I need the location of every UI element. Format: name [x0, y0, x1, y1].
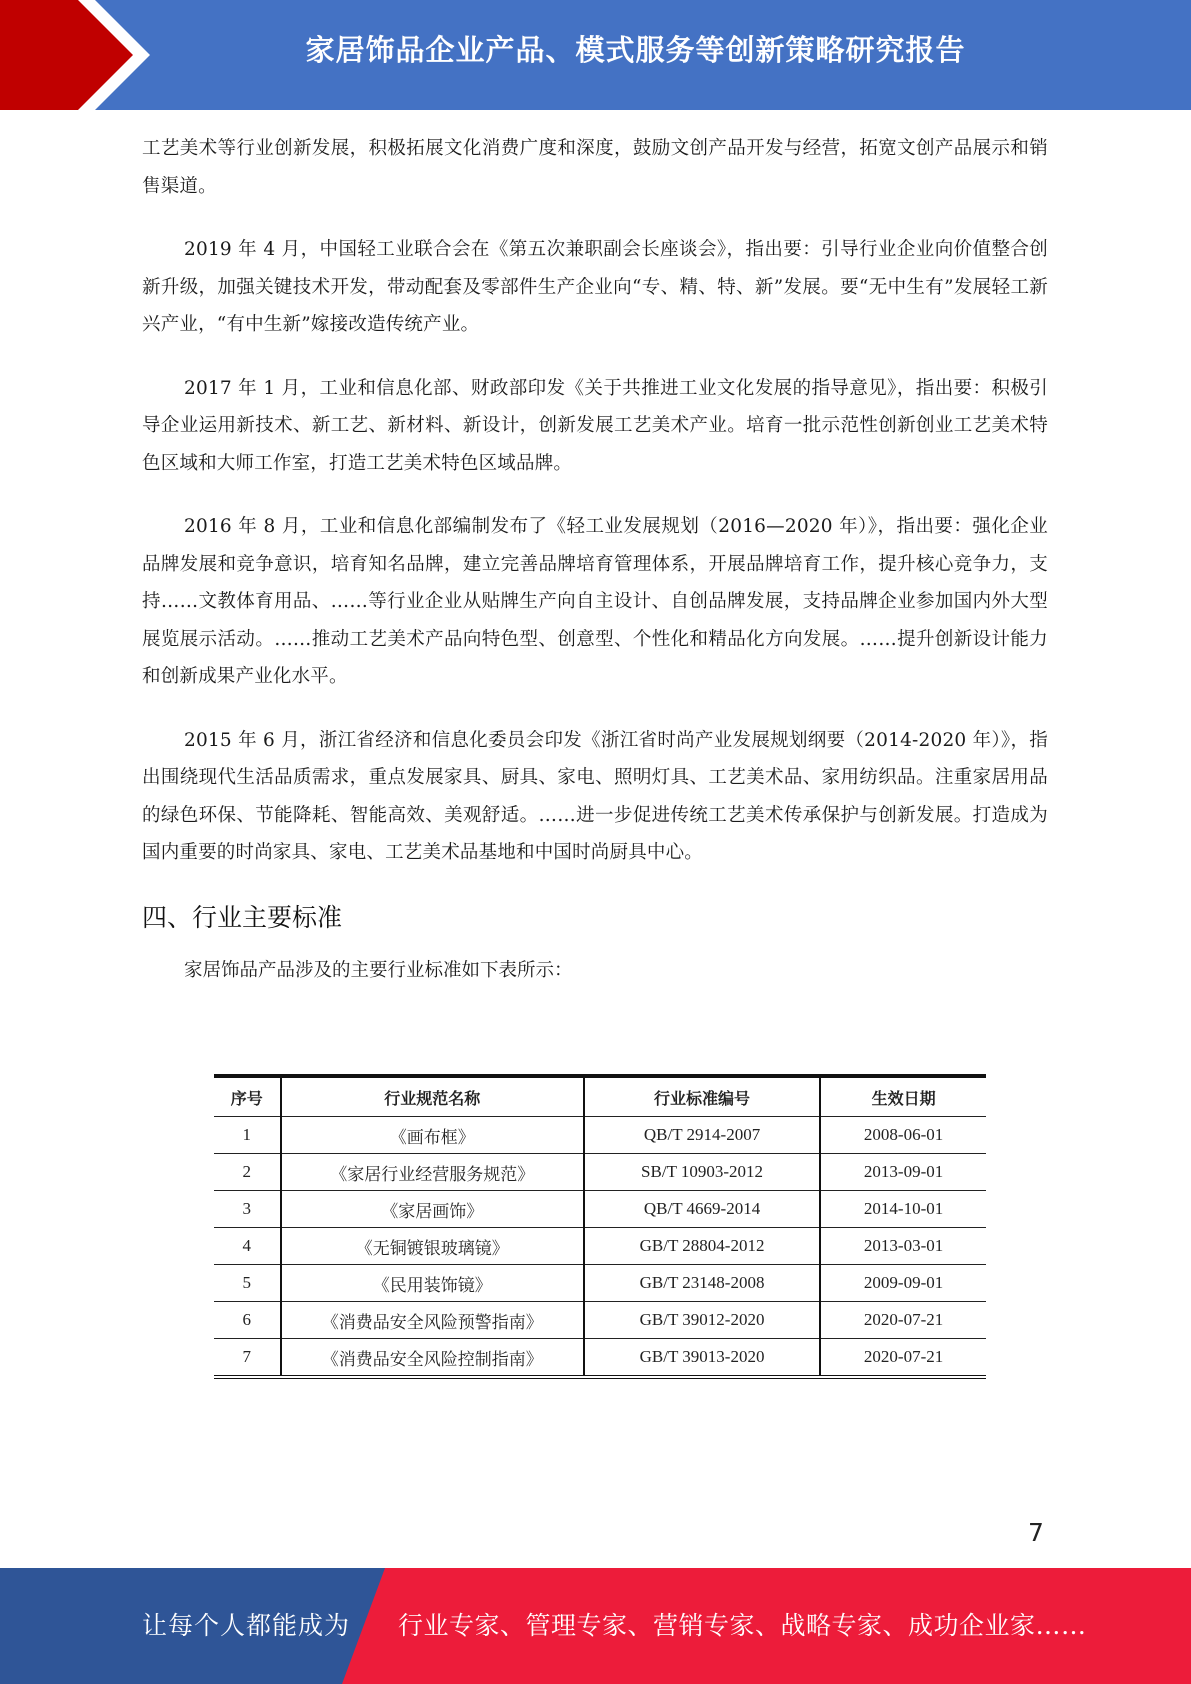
cell-code: QB/T 2914-2007 — [584, 1117, 820, 1154]
cell-number: 4 — [214, 1228, 281, 1265]
cell-date: 2014-10-01 — [820, 1191, 986, 1228]
cell-code: QB/T 4669-2014 — [584, 1191, 820, 1228]
cell-date: 2013-09-01 — [820, 1154, 986, 1191]
cell-number: 5 — [214, 1265, 281, 1302]
cell-number: 2 — [214, 1154, 281, 1191]
paragraph: 2017 年 1 月，工业和信息化部、财政部印发《关于共推进工业文化发展的指导意见》，指出要：积极引导企业运用新技术、新工艺、新材料、新设计，创新发展工艺美术产业。培育一批示范性创新创业工艺美术特色区域和大师工作室，打造工艺美术特色区域品牌。 — [142, 377, 1048, 474]
table-row — [214, 1339, 986, 1378]
header-arrow-icon — [0, 0, 170, 110]
table-intro: 家居饰品产品涉及的主要行业标准如下表所示： — [184, 959, 573, 981]
cell-date: 2013-03-01 — [820, 1228, 986, 1265]
table-row — [214, 1302, 986, 1339]
cell-date: 2020-07-21 — [820, 1339, 986, 1378]
header-title: 家居饰品企业产品、模式服务等创新策略研究报告 — [305, 33, 966, 67]
cell-name: 《画布框》 — [281, 1117, 584, 1154]
header-banner — [0, 0, 1191, 110]
standards-table — [214, 1074, 986, 1379]
column-header-name: 行业规范名称 — [281, 1076, 584, 1117]
footer-slogan-right: 行业专家、管理专家、营销专家、战略专家、成功企业家…… — [398, 1611, 1087, 1640]
table-header-row — [214, 1076, 986, 1117]
cell-code: GB/T 39013-2020 — [584, 1339, 820, 1378]
column-header-code: 行业标准编号 — [584, 1076, 820, 1117]
paragraph: 2015 年 6 月，浙江省经济和信息化委员会印发《浙江省时尚产业发展规划纲要（2014-2020 年）》，指出围绕现代生活品质需求，重点发展家具、厨具、家电、照明灯具、工艺美术品、家用纺织品。注重家居用品的绿色环保、节能降耗、智能高效、美观舒适。……进一步促进传统工艺美术传承保护与创新发展。打造成为国内重要的时尚家具、家电、工艺美术品基地和中国时尚厨具中心。 — [142, 729, 1048, 863]
footer-banner — [0, 1568, 1191, 1684]
document-body — [142, 130, 1048, 989]
footer-slogan-left: 让每个人都能成为 — [142, 1611, 351, 1640]
cell-name: 《无铜镀银玻璃镜》 — [281, 1228, 584, 1265]
cell-name: 《消费品安全风险控制指南》 — [281, 1339, 584, 1378]
cell-name: 《家居行业经营服务规范》 — [281, 1154, 584, 1191]
cell-date: 2020-07-21 — [820, 1302, 986, 1339]
paragraph: 2019 年 4 月，中国轻工业联合会在《第五次兼职副会长座谈会》，指出要：引导行业企业向价值整合创新升级，加强关键技术开发，带动配套及零部件生产企业向“专、精、特、新”发展。要“无中生有”发展轻工新兴产业，“有中生新”嫁接改造传统产业。 — [142, 239, 1048, 335]
cell-date: 2008-06-01 — [820, 1117, 986, 1154]
column-header-number: 序号 — [214, 1076, 281, 1117]
table-row — [214, 1228, 986, 1265]
cell-name: 《消费品安全风险预警指南》 — [281, 1302, 584, 1339]
cell-number: 3 — [214, 1191, 281, 1228]
paragraph: 工艺美术等行业创新发展，积极拓展文化消费广度和深度，鼓励文创产品开发与经营，拓宽文创产品展示和销售渠道。 — [142, 138, 1048, 197]
cell-code: SB/T 10903-2012 — [584, 1154, 820, 1191]
column-header-date: 生效日期 — [820, 1076, 986, 1117]
cell-number: 6 — [214, 1302, 281, 1339]
cell-code: GB/T 28804-2012 — [584, 1228, 820, 1265]
table-row — [214, 1191, 986, 1228]
cell-code: GB/T 39012-2020 — [584, 1302, 820, 1339]
table-row — [214, 1154, 986, 1191]
cell-number: 7 — [214, 1339, 281, 1378]
cell-number: 1 — [214, 1117, 281, 1154]
page-number: 7 — [1028, 1518, 1044, 1547]
cell-name: 《民用装饰镜》 — [281, 1265, 584, 1302]
cell-code: GB/T 23148-2008 — [584, 1265, 820, 1302]
table-row — [214, 1265, 986, 1302]
cell-date: 2009-09-01 — [820, 1265, 986, 1302]
table-row — [214, 1117, 986, 1154]
section-heading: 四、行业主要标准 — [142, 902, 343, 932]
paragraph: 2016 年 8 月，工业和信息化部编制发布了《轻工业发展规划（2016—2020 年）》，指出要：强化企业品牌发展和竞争意识，培育知名品牌，建立完善品牌培育管理体系，开展品牌培育工作，提升核心竞争力，支持……文教体育用品、……等行业企业从贴牌生产向自主设计、自创品牌发展，支持品牌企业参加国内外大型展览展示活动。……推动工艺美术产品向特色型、创意型、个性化和精品化方向发展。……提升创新设计能力和创新成果产业化水平。 — [142, 516, 1048, 687]
cell-name: 《家居画饰》 — [281, 1191, 584, 1228]
